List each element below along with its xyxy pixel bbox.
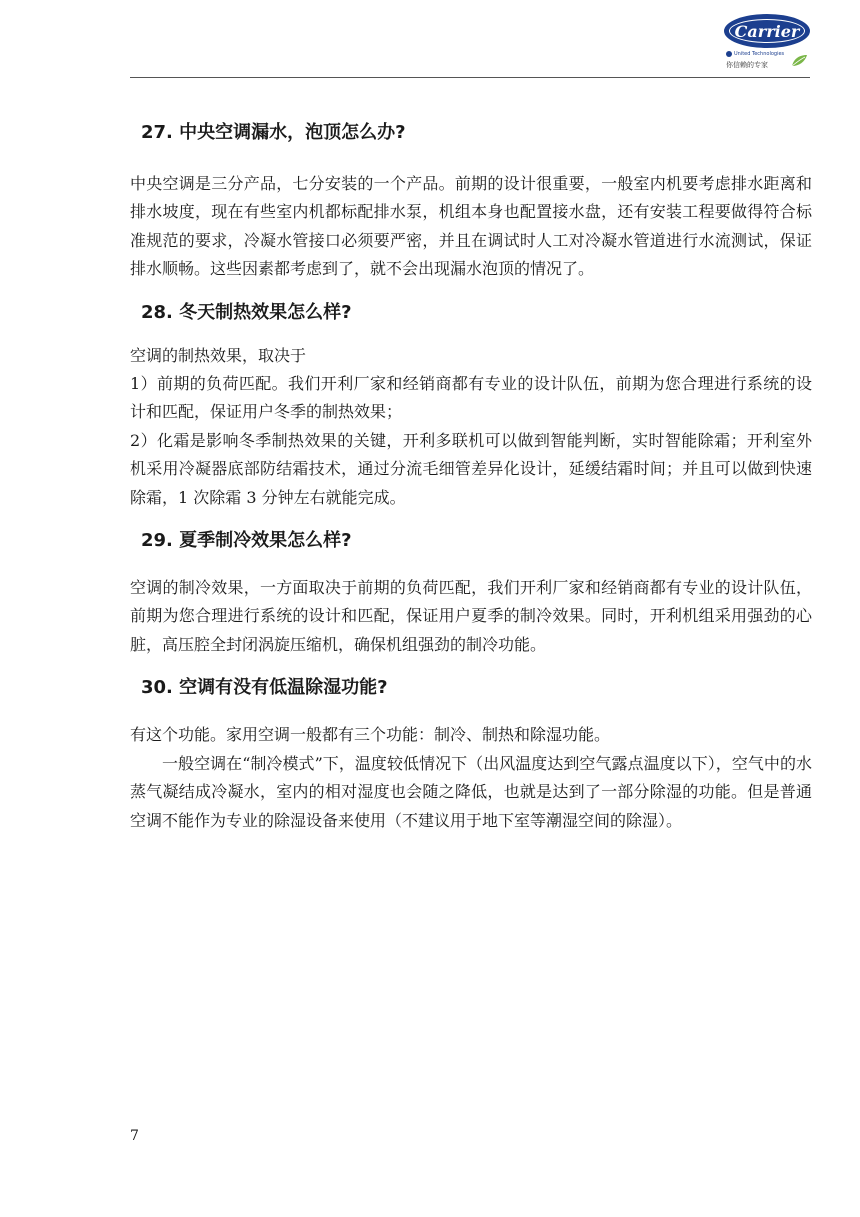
paragraph: 2）化霜是影响冬季制热效果的关键，开利多联机可以做到智能判断，实时智能除霜；开利室外机采用冷凝器底部防结霜技术，通过分流毛细管差异化设计，延缓结霜时间；并且可以做到快速除霜，1 次除霜 3 分钟左右就能完成。	[130, 430, 812, 507]
carrier-logo	[724, 14, 810, 74]
section-27	[130, 118, 812, 284]
paragraph: 空调的制热效果，取决于	[130, 345, 307, 365]
paragraph: 有这个功能。家用空调一般都有三个功能：制冷、制热和除湿功能。	[130, 725, 611, 745]
logo-oval	[724, 14, 810, 48]
logo-tagline: 你信赖的专家	[726, 61, 768, 69]
paragraph: 1）前期的负荷匹配。我们开利厂家和经销商都有专业的设计队伍，前期为您合理进行系统的设计和匹配，保证用户冬季的制热效果；	[130, 374, 812, 422]
document-body	[130, 118, 812, 849]
section-heading: 29. 夏季制冷效果怎么样?	[141, 530, 352, 552]
section-28	[130, 298, 812, 512]
united-technologies-icon	[726, 51, 732, 57]
page-number: 7	[130, 1128, 139, 1144]
section-heading: 28. 冬天制热效果怎么样?	[141, 301, 352, 323]
paragraph: 一般空调在“制冷模式”下，温度较低情况下（出风温度达到空气露点温度以下），空气中的水蒸气凝结成冷凝水，室内的相对湿度也会随之降低，也就是达到了一部分除湿的功能。但是普通空调不能作为专业的除湿设备来使用（不建议用于地下室等潮湿空间的除湿）。	[130, 753, 812, 830]
leaf-icon	[790, 54, 808, 68]
paragraph: 空调的制冷效果，一方面取决于前期的负荷匹配，我们开利厂家和经销商都有专业的设计队伍，前期为您合理进行系统的设计和匹配，保证用户夏季的制冷效果。同时，开利机组采用强劲的心脏，高压腔全封闭涡旋压缩机，确保机组强劲的制冷功能。	[130, 578, 812, 654]
section-29	[130, 526, 812, 659]
section-30	[130, 673, 812, 835]
logo-text: Carrier	[734, 21, 800, 41]
paragraph: 中央空调是三分产品，七分安装的一个产品。前期的设计很重要，一般室内机要考虑排水距离和排水坡度，现在有些室内机都标配排水泵，机组本身也配置接水盘，还有安装工程要做得符合标准规范的要求，冷凝水管接口必须要严密，并且在调试时人工对冷凝水管道进行水流测试，保证排水顺畅。这些因素都考虑到了，就不会出现漏水泡顶的情况了。	[130, 174, 812, 279]
section-heading: 30. 空调有没有低温除湿功能?	[141, 677, 388, 699]
header-rule	[130, 77, 810, 78]
logo-subtext: United Technologies	[726, 51, 784, 57]
section-heading: 27. 中央空调漏水，泡顶怎么办?	[141, 122, 406, 143]
